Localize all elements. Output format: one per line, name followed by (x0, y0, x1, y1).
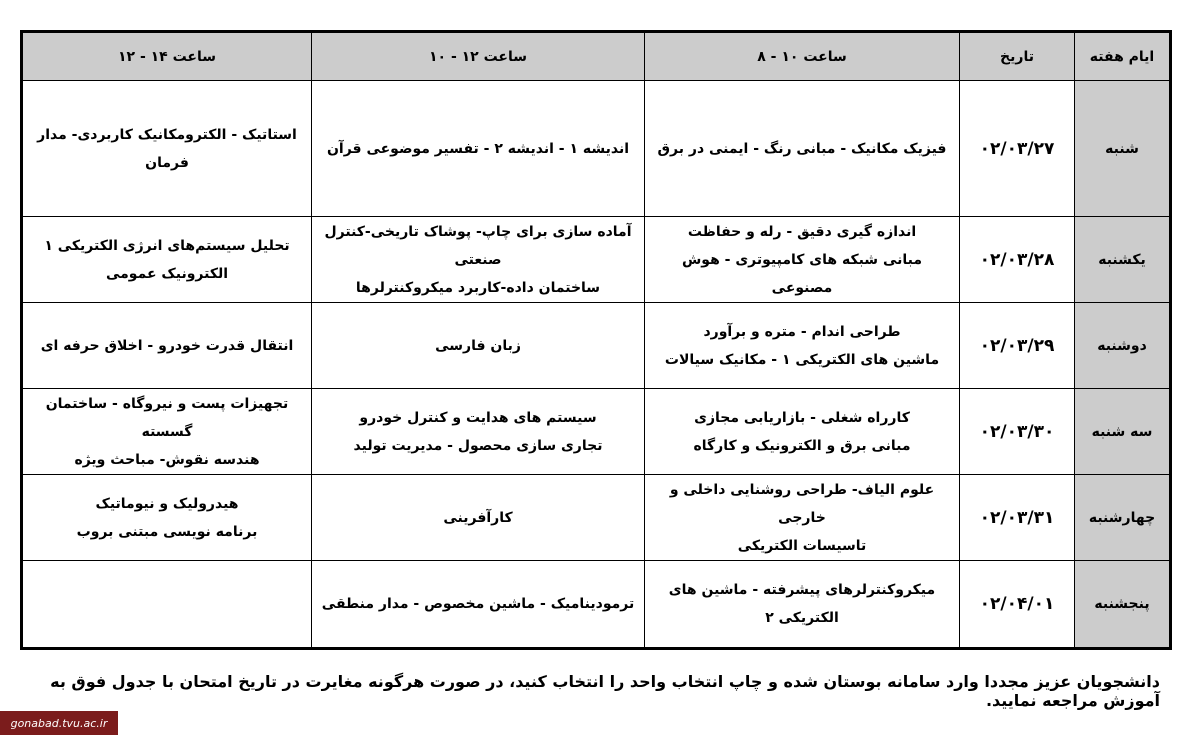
day-cell: شنبه (1074, 81, 1169, 217)
course-cell-slot3 (23, 561, 311, 647)
course-line: ترمودینامیک - ماشین مخصوص - مدار منطقی (321, 596, 635, 612)
date-cell: ۰۲/۰۳/۳۱ (959, 475, 1074, 561)
day-cell: یکشنبه (1074, 217, 1169, 303)
day-cell: دوشنبه (1074, 303, 1169, 389)
course-line: سیستم های هدایت و کنترل خودرو (359, 409, 597, 426)
site-footer-badge: gonabad.tvu.ac.ir (0, 711, 118, 735)
course-line: مبانی برق و الکترونیک و کارگاه (693, 437, 911, 454)
course-lines (318, 218, 638, 302)
course-line: ساختمان داده-کاربرد میکروکنترلرها (355, 279, 601, 296)
course-cell-slot3 (23, 81, 311, 217)
course-lines (327, 135, 629, 163)
course-line: تحلیل سیستم‌های انرژی الکتریکی ۱ (44, 237, 290, 254)
course-line: فیزیک مکانیک - مبانی رنگ - ایمنی در برق (657, 140, 947, 157)
course-lines (651, 218, 953, 302)
header-slot-12-14: ساعت ۱۴ - ۱۲ (23, 33, 311, 81)
course-lines (651, 476, 953, 560)
course-lines (354, 404, 603, 460)
course-line: هیدرولیک و نیوماتیک (95, 495, 239, 512)
header-day: ایام هفته (1074, 33, 1169, 81)
course-cell-slot1 (644, 81, 959, 217)
course-line: تجاری سازی محصول - مدیریت تولید (353, 437, 603, 454)
course-cell-slot2 (311, 217, 644, 303)
day-cell: پنجشنبه (1074, 561, 1169, 647)
course-cell-slot2 (311, 303, 644, 389)
course-lines (651, 576, 953, 632)
course-lines (77, 490, 258, 546)
course-lines (29, 121, 305, 177)
course-lines (665, 318, 939, 374)
course-line: برنامه نویسی مبتنی بروب (76, 523, 258, 540)
course-line: هندسه نقوش- مباحث ویژه (74, 451, 260, 468)
course-lines (443, 504, 512, 532)
course-line: آماده سازی برای چاپ- پوشاک تاریخی-کنترل صنعتی (324, 223, 632, 268)
course-cell-slot3 (23, 389, 311, 475)
course-line: استاتیک - الکترومکانیک کاربردی- مدار فرمان (37, 126, 297, 171)
course-lines (29, 390, 305, 474)
exam-note: دانشجویان عزیز مجددا وارد سامانه بوستان شده و چاپ انتخاب واحد را انتخاب کنید، در صورت هرگونه مغایرت در تاریخ امتحان با جدول فوق به آموزش مراجعه نمایید. (50, 672, 1160, 710)
course-lines (435, 332, 521, 360)
date-cell: ۰۲/۰۳/۲۷ (959, 81, 1074, 217)
day-cell: سه شنبه (1074, 389, 1169, 475)
course-cell-slot1 (644, 561, 959, 647)
exam-schedule-table (20, 30, 1172, 650)
header-slot-10-12: ساعت ۱۲ - ۱۰ (311, 33, 644, 81)
course-line: انتقال قدرت خودرو - اخلاق حرفه ای (40, 337, 294, 354)
day-cell: چهارشنبه (1074, 475, 1169, 561)
course-cell-slot2 (311, 475, 644, 561)
course-cell-slot2 (311, 389, 644, 475)
course-lines (41, 332, 294, 360)
course-line: کارراه شغلی - بازاریابی مجازی (694, 409, 910, 426)
course-line: تاسیسات الکتریکی (737, 537, 867, 554)
date-cell: ۰۲/۰۳/۲۸ (959, 217, 1074, 303)
course-line: اندیشه ۱ - اندیشه ۲ - تفسیر موضوعی قرآن (326, 140, 630, 157)
course-lines (322, 590, 634, 618)
course-line: زبان فارسی (435, 337, 521, 354)
course-line: اندازه گیری دقیق - رله و حفاظت (687, 223, 917, 240)
course-cell-slot1 (644, 475, 959, 561)
date-cell: ۰۲/۰۳/۳۰ (959, 389, 1074, 475)
course-line: علوم الیاف- طراحی روشنایی داخلی و خارجی (669, 481, 935, 526)
course-line: طراحی اندام - متره و برآورد (703, 323, 901, 340)
course-lines (44, 232, 289, 288)
course-line: مبانی شبکه های کامپیوتری - هوش مصنوعی (681, 251, 923, 296)
course-line: ماشین های الکتریکی ۱ - مکانیک سیالات (664, 351, 940, 368)
course-cell-slot3 (23, 475, 311, 561)
course-cell-slot3 (23, 217, 311, 303)
date-cell: ۰۲/۰۴/۰۱ (959, 561, 1074, 647)
header-date: تاریخ (959, 33, 1074, 81)
course-lines (658, 135, 947, 163)
course-cell-slot3 (23, 303, 311, 389)
course-line: الکترونیک عمومی (105, 265, 229, 282)
course-line: تجهیزات پست و نیروگاه - ساختمان گسسته (45, 395, 289, 440)
header-slot-8-10: ساعت ۱۰ - ۸ (644, 33, 959, 81)
course-cell-slot2 (311, 561, 644, 647)
course-cell-slot1 (644, 389, 959, 475)
course-cell-slot1 (644, 303, 959, 389)
course-line: میکروکنترلرهای پیشرفته - ماشین های الکتریکی ۲ (668, 582, 936, 626)
course-cell-slot1 (644, 217, 959, 303)
course-line: کارآفرینی (443, 509, 513, 526)
course-cell-slot2 (311, 81, 644, 217)
date-cell: ۰۲/۰۳/۲۹ (959, 303, 1074, 389)
course-lines (693, 404, 910, 460)
